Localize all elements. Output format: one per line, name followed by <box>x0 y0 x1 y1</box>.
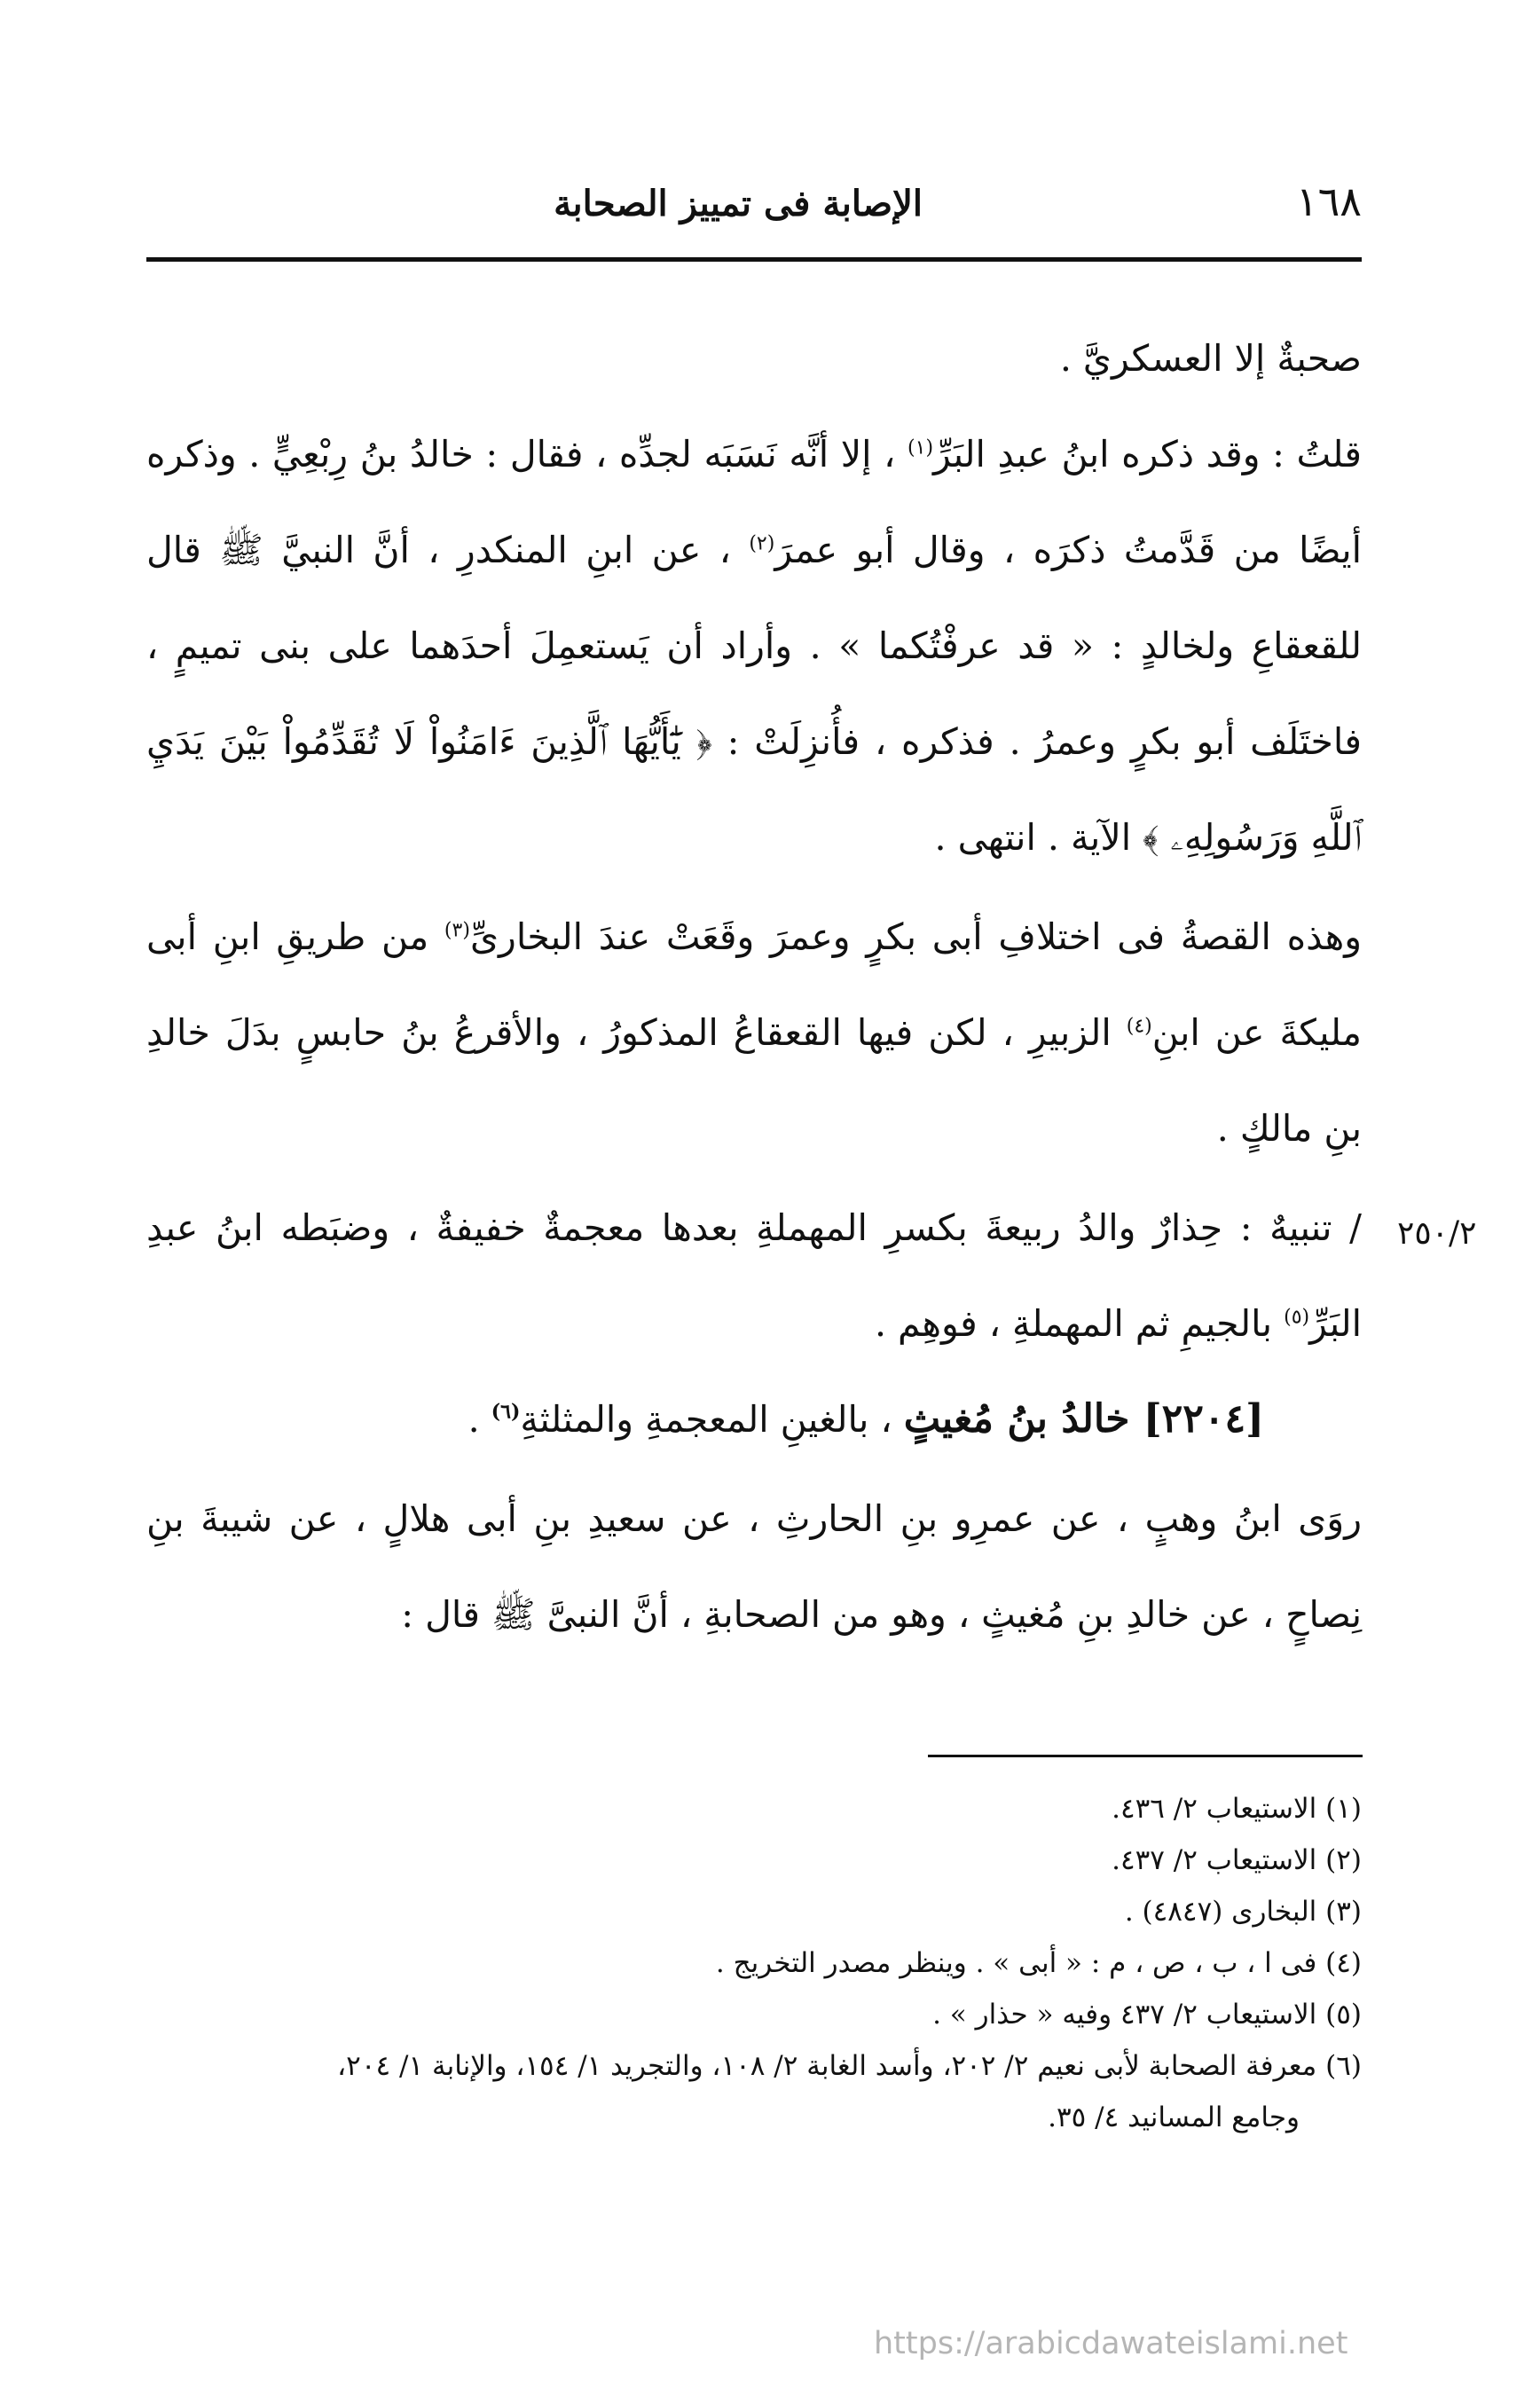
footnote: (١) الاستيعاب ٢/ ٤٣٦. <box>1112 1793 1362 1825</box>
footnote: (٣) البخارى (٤٨٤٧) . <box>1124 1896 1362 1928</box>
paragraph-text: صحبةٌ إلا العسكريَّ . <box>1059 337 1362 380</box>
header-rule <box>146 257 1362 262</box>
paragraph-text: من طريقِ ابنِ أبى مليكةَ عن ابنِ <box>146 915 1362 1054</box>
page-header <box>146 174 1362 236</box>
watermark-url: https://arabicdawateislami.net <box>874 2326 1348 2361</box>
paragraph-text: / تنبيهٌ : حِذارٌ والدُ ربيعةَ بكسرِ المهملةِ بعدها معجمةٌ خفيفةٌ ، وضبَطه ابنُ عبدِ البَرِّ <box>146 1206 1362 1345</box>
footnote: (٥) الاستيعاب ٢/ ٤٣٧ وفيه « حذار » . <box>932 1999 1362 2031</box>
entry-note: ، بالغينِ المعجمةِ والمثلثةِ <box>520 1398 904 1441</box>
footnote-marker: (١) <box>908 436 934 460</box>
footnotes <box>146 1783 1362 2143</box>
entry-note: . <box>468 1398 491 1441</box>
footnote-marker: (٥) <box>1284 1306 1310 1329</box>
footnote: (٤) فى ا ، ب ، ص ، م : « أبى » . وينظر مصدر التخريج . <box>715 1947 1362 1979</box>
running-title: الإصابة فى تمييز الصحابة <box>554 183 923 224</box>
footnote-continuation: وجامع المسانيد ٤/ ٣٥. <box>1048 2102 1300 2133</box>
footnote-marker: (٣) <box>444 919 470 942</box>
paragraph-text: ، إلا أنَّه نَسَبَه لجدِّه ، فقال : خالدُ بنُ رِبْعِيٍّ . وذكره أيضًا من قَدَّمتُ ذكرَه ، وقال أبو عمرَ <box>146 433 1362 571</box>
paragraph-text: وهذه القصةُ فى اختلافِ أبى بكرٍ وعمرَ وقَعَتْ عندَ البخارىِّ <box>469 915 1363 958</box>
paragraph-text: قلتُ : وقد ذكره ابنُ عبدِ البَرِّ <box>933 433 1362 475</box>
paragraph-text: بالجيمِ ثم المهملةِ ، فوهِم . <box>874 1302 1285 1345</box>
footnote: (٢) الاستيعاب ٢/ ٤٣٧. <box>1112 1844 1362 1876</box>
paragraph-text: روَى ابنُ وهبٍ ، عن عمرِو بنِ الحارثِ ، عن سعيدِ بنِ أبى هلالٍ ، عن شيبةَ بنِ نِصاحٍ ، عن خالدِ بنِ مُغيثٍ ، وهو من الصحابةِ ، أنَّ النبىَّ ﷺ قال : <box>146 1497 1362 1636</box>
footnote-marker: (٢) <box>749 532 775 555</box>
entry-number: [٢٢٠٤] <box>1143 1396 1264 1442</box>
footnote-rule <box>928 1755 1363 1757</box>
entry-heading <box>146 1371 1362 1467</box>
entry-name: خالدُ بنُ مُغيثٍ <box>903 1396 1130 1442</box>
paragraph-text: ، عن ابنِ المنكدرِ ، أنَّ النبيَّ ﷺ قال للقعقاعِ ولخالدٍ : « قد عرفْتُكما » . وأراد أن يَستعمِلَ أحدَهما على بنى تميمٍ ، فاختَلَف أبو بكرٍ وعمرُ . فذكره ، فأُنزِلَتْ : ﴿ يَٰٓأَيُّهَا ٱلَّذِينَ ءَامَنُواْ لَا تُقَدِّمُواْ بَيْنَ يَدَيِ ٱللَّهِ وَرَسُولِهِۦ ﴾ الآية . انتهى . <box>146 529 1362 859</box>
paragraph-text: الزبيرِ ، لكن فيها القعقاعُ المذكورُ ، والأقرعُ بنُ حابسٍ بدَلَ خالدِ بنِ مالكٍ . <box>146 1011 1362 1150</box>
footnote-marker: (٤) <box>1126 1015 1152 1038</box>
paragraph <box>146 310 1362 406</box>
paragraph <box>146 889 1362 1176</box>
paragraph <box>146 1471 1362 1662</box>
footnote-marker: (٦) <box>491 1400 521 1424</box>
paragraph <box>146 406 1362 885</box>
main-text <box>146 310 1362 1662</box>
paragraph <box>146 1180 1362 1371</box>
footnote: (٦) معرفة الصحابة لأبى نعيم ٢/ ٢٠٢، وأسد الغابة ٢/ ١٠٨، والتجريد ١/ ١٥٤، والإنابة ١/ ٢٠٤، <box>337 2050 1362 2082</box>
margin-volume-page-ref: ٢٥٠/٢ <box>1397 1215 1477 1252</box>
page-number: ١٦٨ <box>1295 177 1362 225</box>
